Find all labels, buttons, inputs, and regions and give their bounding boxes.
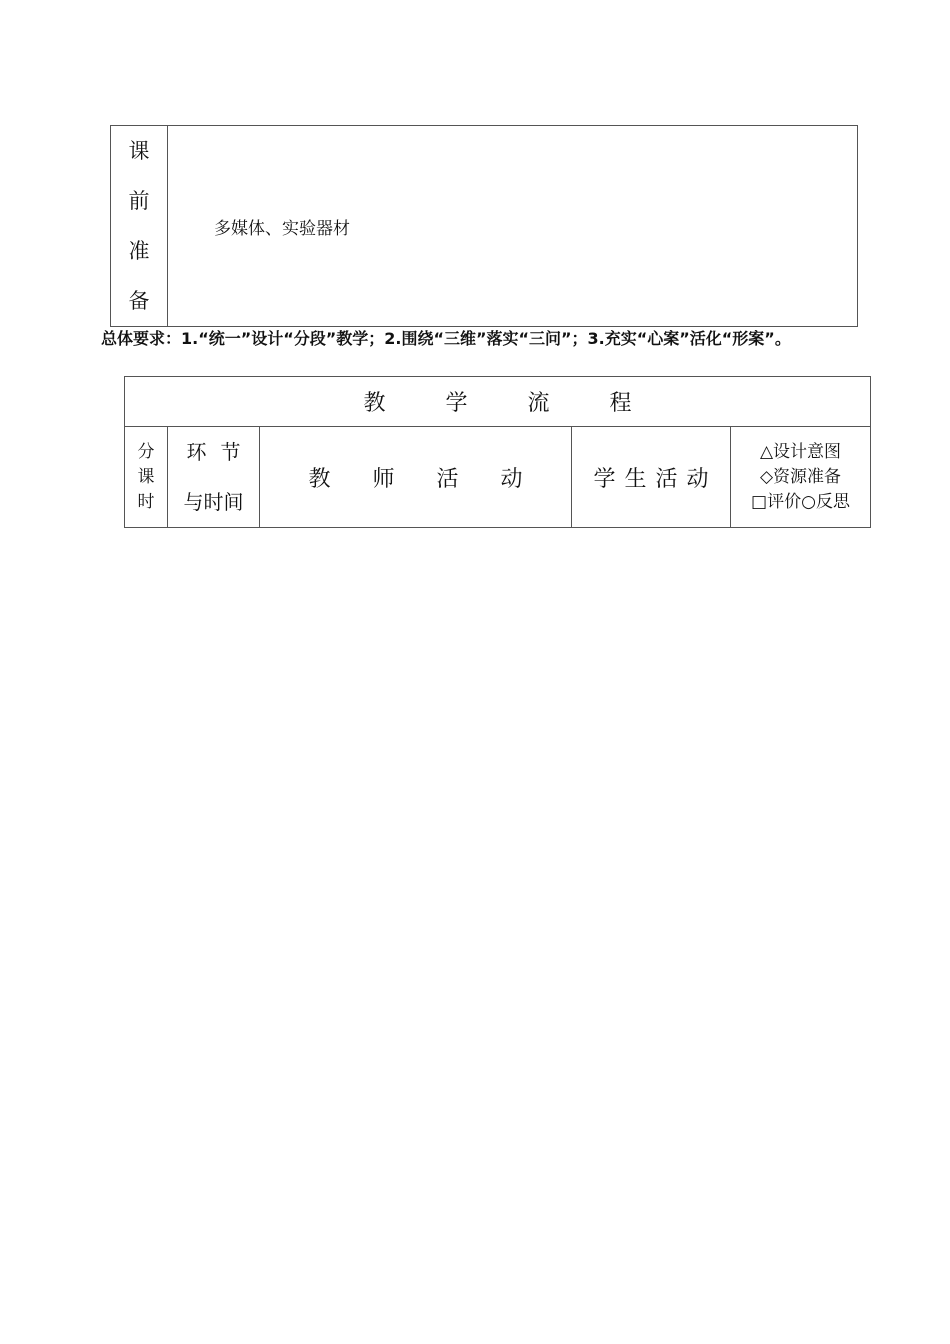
header-stage-line1: 环节 — [186, 440, 255, 464]
header-period-char: 分 — [137, 441, 155, 462]
header-teacher-text: 教师活动 — [308, 466, 565, 492]
header-teacher-activity — [260, 427, 572, 528]
requirements-text: 总体要求：1.“统一”设计“分段”教学；2.围绕“三维”落实“三问”；3.充实“心案”活化“形案”。 — [101, 329, 791, 348]
note-resource-prep: ◇资源准备 — [759, 466, 842, 487]
prep-content-cell — [168, 126, 858, 327]
prep-label-cell — [111, 126, 168, 327]
flow-title: 教学流程 — [363, 391, 692, 416]
prep-label-char: 备 — [128, 289, 150, 313]
prep-label-char: 课 — [128, 139, 150, 163]
prep-content: 多媒体、实验器材 — [214, 219, 350, 239]
prep-table — [110, 125, 858, 327]
note-design-intent: △设计意图 — [759, 441, 842, 462]
header-student-activity — [572, 427, 731, 528]
header-stage — [168, 427, 260, 528]
header-period-char: 课 — [137, 466, 155, 487]
header-notes — [731, 427, 871, 528]
header-student-text: 学生活动 — [593, 466, 718, 492]
header-period-char: 时 — [137, 491, 155, 512]
teaching-flow-table — [124, 376, 871, 528]
note-evaluation-reflection: □评价○反思 — [751, 491, 850, 512]
flow-title-cell — [125, 377, 871, 427]
prep-label-char: 准 — [128, 239, 150, 263]
prep-label-char: 前 — [128, 189, 150, 213]
header-period — [125, 427, 168, 528]
header-stage-line2: 与时间 — [183, 490, 244, 514]
